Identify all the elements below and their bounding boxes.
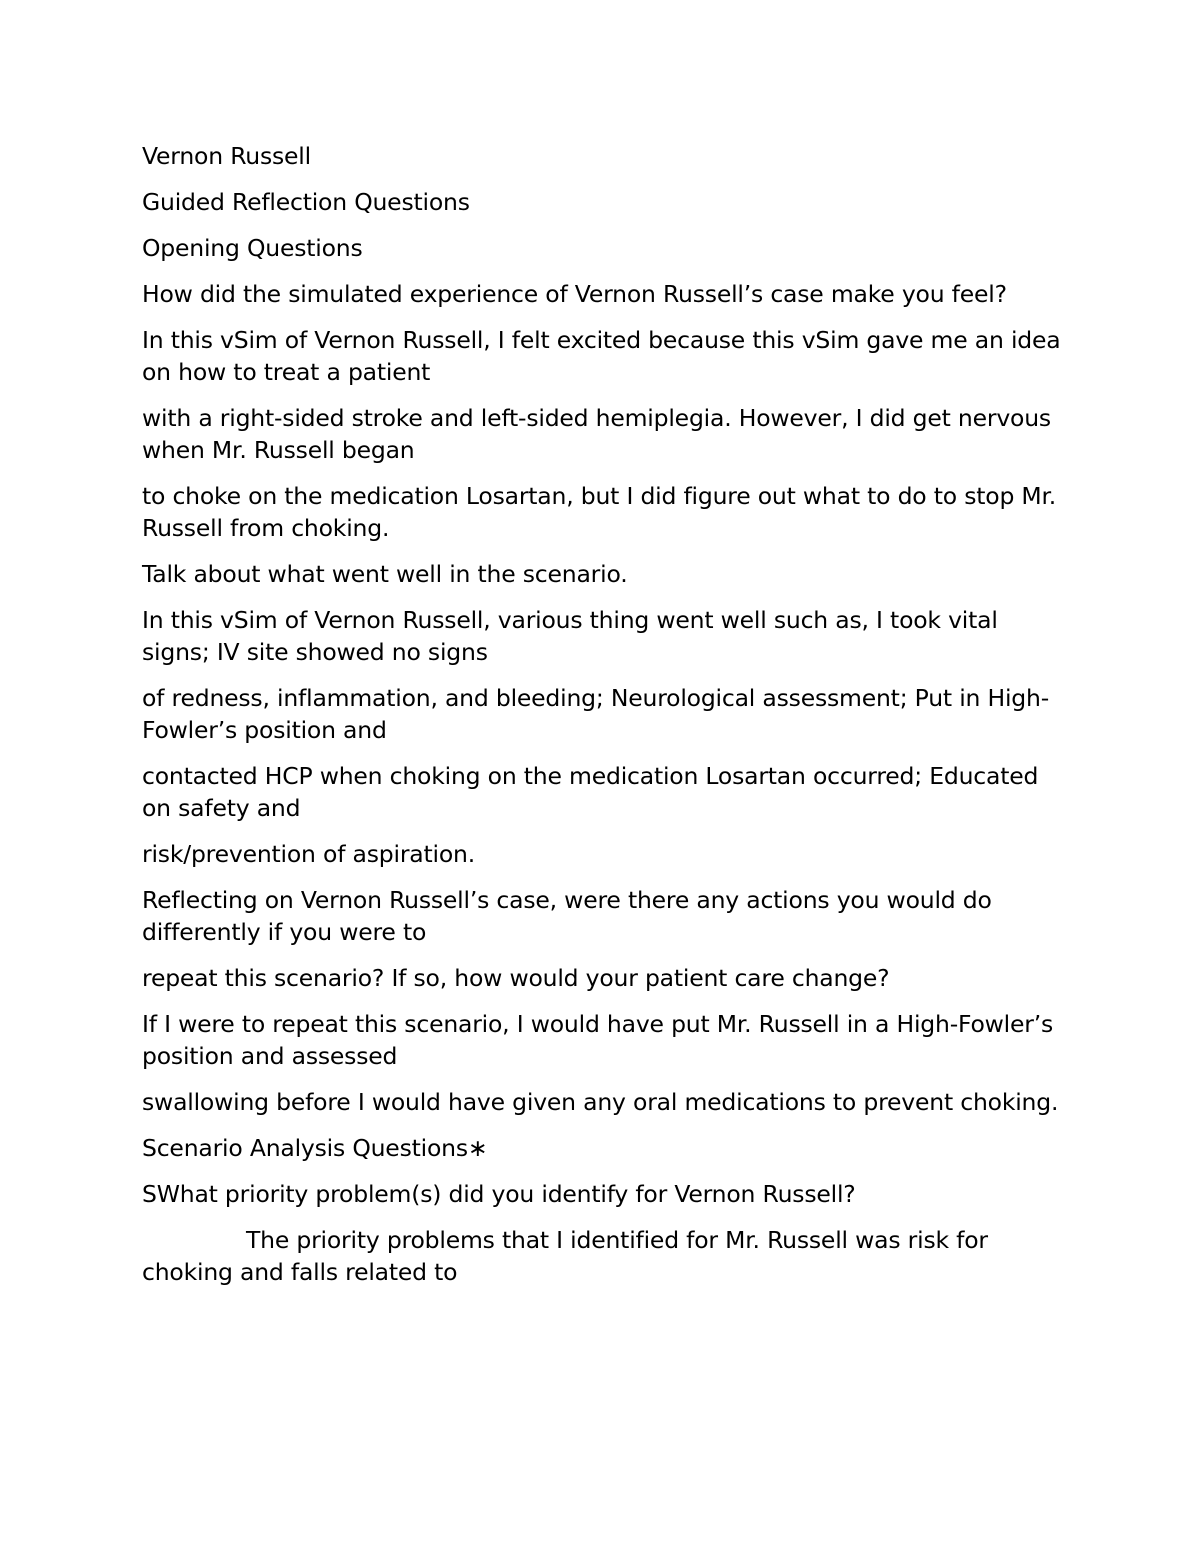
answer-paragraph: swallowing before I would have given any oral medications to prevent choking.	[142, 1088, 1059, 1116]
section-heading-opening: Opening Questions	[142, 234, 363, 262]
question-differently: Reflecting on Vernon Russell’s case, were there any actions you would do differently if you were to	[142, 886, 992, 946]
answer-paragraph: In this vSim of Vernon Russell, I felt excited because this vSim gave me an idea on how to treat a patient	[142, 326, 1061, 386]
question-differently-continued: repeat this scenario? If so, how would your patient care change?	[142, 964, 890, 992]
question-priority-problems: SWhat priority problem(s) did you identify for Vernon Russell?	[142, 1180, 856, 1208]
answer-paragraph: of redness, inflammation, and bleeding; Neurological assessment; Put in High-Fowler’s position and	[142, 684, 1049, 744]
question-went-well: Talk about what went well in the scenario.	[142, 560, 628, 588]
answer-paragraph: to choke on the medication Losartan, but I did figure out what to do to stop Mr. Russell from choking.	[142, 482, 1057, 542]
answer-paragraph: with a right-sided stroke and left-sided hemiplegia. However, I did get nervous when Mr. Russell began	[142, 404, 1051, 464]
document-subtitle: Guided Reflection Questions	[142, 188, 470, 216]
answer-paragraph: In this vSim of Vernon Russell, various thing went well such as, I took vital signs; IV site showed no signs	[142, 606, 998, 666]
answer-paragraph: risk/prevention of aspiration.	[142, 840, 475, 868]
question-feel: How did the simulated experience of Vernon Russell’s case make you feel?	[142, 280, 1007, 308]
answer-paragraph: If I were to repeat this scenario, I would have put Mr. Russell in a High-Fowler’s position and assessed	[142, 1010, 1054, 1070]
document-body	[142, 140, 1062, 1302]
answer-paragraph: The priority problems that I identified for Mr. Russell was risk for choking and falls related to	[142, 1226, 988, 1286]
answer-paragraph: contacted HCP when choking on the medication Losartan occurred; Educated on safety and	[142, 762, 1039, 822]
section-heading-scenario-analysis: Scenario Analysis Questions∗	[142, 1134, 488, 1162]
document-title: Vernon Russell	[142, 142, 311, 170]
